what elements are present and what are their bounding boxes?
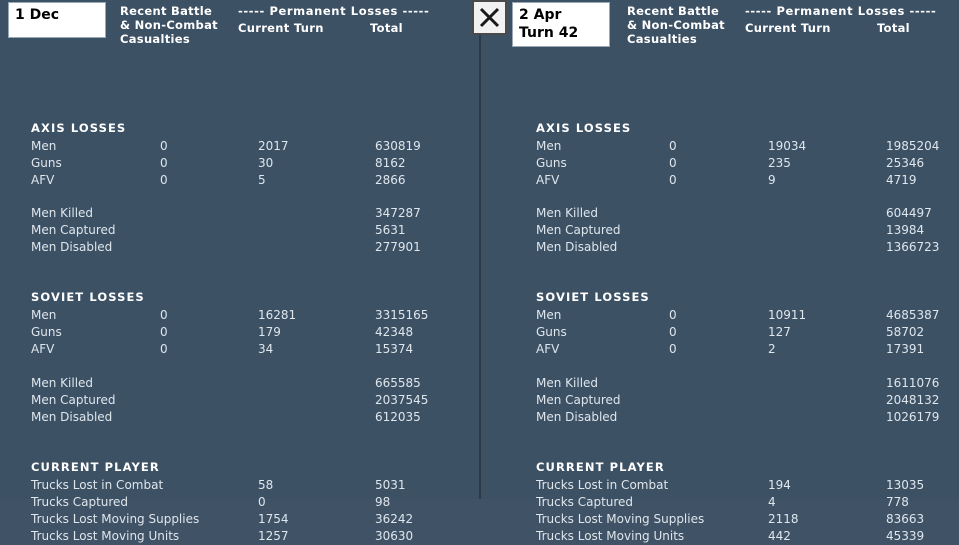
total-value: 8162 (375, 156, 406, 170)
recent-header-line1: Recent Battle (120, 4, 213, 18)
row-label: Guns (31, 325, 62, 339)
total-value: 58702 (886, 325, 925, 339)
current-turn-value: 194 (768, 478, 791, 492)
recent-header-line1: Recent Battle (627, 4, 720, 18)
total-value: 1026179 (886, 410, 940, 424)
current-turn-value: 16281 (258, 308, 297, 322)
recent-value: 0 (669, 342, 677, 356)
date-box-right[interactable] (512, 2, 610, 47)
total-value: 2037545 (375, 393, 429, 407)
total-value: 13035 (886, 478, 925, 492)
section-title-axis: AXIS LOSSES (31, 121, 127, 135)
current-turn-value: 58 (258, 478, 274, 492)
section-title-soviet: SOVIET LOSSES (31, 290, 145, 304)
table-row (481, 494, 959, 511)
total-value: 30630 (375, 529, 414, 543)
current-turn-value: 34 (258, 342, 274, 356)
table-row (481, 205, 959, 222)
row-label: Men (31, 308, 57, 322)
recent-value: 0 (160, 173, 168, 187)
table-row (481, 239, 959, 256)
current-turn-value: 179 (258, 325, 281, 339)
row-label: Men Disabled (31, 410, 113, 424)
row-label: Trucks Lost Moving Units (31, 529, 180, 543)
close-button[interactable] (472, 0, 507, 35)
row-label: Men Disabled (536, 410, 618, 424)
total-value: 277901 (375, 240, 421, 254)
row-label: Guns (536, 156, 567, 170)
table-row (0, 205, 479, 222)
row-label: AFV (31, 173, 55, 187)
recent-value: 0 (669, 156, 677, 170)
current-turn-header: Current Turn (745, 21, 831, 35)
recent-value: 0 (160, 139, 168, 153)
row-label: AFV (536, 342, 560, 356)
recent-value: 0 (160, 308, 168, 322)
total-value: 42348 (375, 325, 414, 339)
table-row (481, 477, 959, 494)
table-row (481, 155, 959, 172)
row-label: Men Captured (31, 223, 116, 237)
current-turn-value: 9 (768, 173, 776, 187)
date-line1: 2 Apr (519, 7, 562, 23)
row-label: Men Disabled (31, 240, 113, 254)
total-value: 98 (375, 495, 391, 509)
row-label: Men Killed (536, 376, 599, 390)
table-row (0, 409, 479, 426)
recent-value: 0 (669, 325, 677, 339)
section-title-soviet: SOVIET LOSSES (536, 290, 650, 304)
row-label: Men (536, 139, 562, 153)
total-value: 4685387 (886, 308, 940, 322)
table-row (481, 409, 959, 426)
recent-value: 0 (160, 325, 168, 339)
row-label: Men (536, 308, 562, 322)
current-turn-value: 442 (768, 529, 791, 543)
row-label: Men Captured (536, 393, 621, 407)
row-label: Men Disabled (536, 240, 618, 254)
current-turn-value: 1257 (258, 529, 289, 543)
table-row (0, 239, 479, 256)
table-row (481, 341, 959, 358)
row-label: Men Captured (31, 393, 116, 407)
total-value: 25346 (886, 156, 925, 170)
recent-casualties-header (120, 4, 240, 46)
table-row (0, 392, 479, 409)
date-box-left[interactable] (8, 2, 106, 38)
total-value: 630819 (375, 139, 421, 153)
table-row (0, 341, 479, 358)
row-label: Trucks Lost Moving Supplies (536, 512, 705, 526)
row-label: Trucks Lost in Combat (31, 478, 164, 492)
close-icon (474, 2, 505, 33)
table-row (481, 392, 959, 409)
current-turn-value: 1754 (258, 512, 289, 526)
total-value: 3315165 (375, 308, 429, 322)
current-turn-value: 4 (768, 495, 776, 509)
table-row (0, 511, 479, 528)
recent-value: 0 (669, 139, 677, 153)
recent-casualties-header (627, 4, 747, 46)
recent-value: 0 (669, 173, 677, 187)
total-value: 5631 (375, 223, 406, 237)
recent-header-line3: Casualties (627, 32, 698, 46)
current-turn-value: 19034 (768, 139, 807, 153)
total-value: 15374 (375, 342, 414, 356)
current-turn-value: 2118 (768, 512, 799, 526)
row-label: Men Killed (31, 376, 94, 390)
row-label: Trucks Captured (536, 495, 634, 509)
row-label: AFV (536, 173, 560, 187)
recent-value: 0 (160, 156, 168, 170)
table-row (481, 222, 959, 239)
table-row (481, 172, 959, 189)
table-row (0, 307, 479, 324)
current-turn-value: 127 (768, 325, 791, 339)
total-value: 612035 (375, 410, 421, 424)
section-title-current-player: CURRENT PLAYER (31, 460, 160, 474)
current-turn-value: 30 (258, 156, 274, 170)
row-label: Trucks Lost Moving Supplies (31, 512, 200, 526)
recent-header-line3: Casualties (120, 32, 191, 46)
total-value: 45339 (886, 529, 925, 543)
permanent-losses-header: ----- Permanent Losses ----- (745, 4, 937, 18)
total-value: 778 (886, 495, 909, 509)
section-title-current-player: CURRENT PLAYER (536, 460, 665, 474)
row-label: Men Killed (536, 206, 599, 220)
current-turn-value: 0 (258, 495, 266, 509)
row-label: Trucks Captured (31, 495, 129, 509)
current-turn-value: 2 (768, 342, 776, 356)
total-value: 1611076 (886, 376, 940, 390)
table-row (0, 172, 479, 189)
total-value: 36242 (375, 512, 414, 526)
section-title-axis: AXIS LOSSES (536, 121, 632, 135)
table-row (481, 307, 959, 324)
date-line1: 1 Dec (15, 7, 60, 23)
total-value: 83663 (886, 512, 925, 526)
row-label: Men (31, 139, 57, 153)
recent-header-line2: & Non-Combat (120, 18, 218, 32)
row-label: Trucks Lost Moving Units (536, 529, 685, 543)
losses-panel-left (0, 0, 479, 543)
total-value: 13984 (886, 223, 925, 237)
total-header: Total (877, 21, 910, 35)
panel-header-left (0, 0, 479, 56)
table-row (481, 324, 959, 341)
row-label: Men Captured (536, 223, 621, 237)
total-value: 665585 (375, 376, 421, 390)
table-row (481, 375, 959, 392)
table-row (0, 155, 479, 172)
table-row (481, 528, 959, 545)
total-value: 1366723 (886, 240, 940, 254)
row-label: Trucks Lost in Combat (536, 478, 669, 492)
table-row (0, 494, 479, 511)
current-turn-value: 2017 (258, 139, 289, 153)
row-label: Men Killed (31, 206, 94, 220)
current-turn-header: Current Turn (238, 21, 324, 35)
recent-value: 0 (669, 308, 677, 322)
table-row (481, 511, 959, 528)
losses-panel-right (479, 0, 959, 543)
total-value: 4719 (886, 173, 917, 187)
table-row (481, 138, 959, 155)
table-row (0, 138, 479, 155)
total-value: 1985204 (886, 139, 940, 153)
table-row (0, 222, 479, 239)
table-row (0, 324, 479, 341)
current-turn-value: 10911 (768, 308, 807, 322)
total-value: 17391 (886, 342, 925, 356)
table-row (0, 528, 479, 545)
permanent-losses-header: ----- Permanent Losses ----- (238, 4, 430, 18)
total-header: Total (370, 21, 403, 35)
current-turn-value: 5 (258, 173, 266, 187)
recent-header-line2: & Non-Combat (627, 18, 725, 32)
total-value: 604497 (886, 206, 932, 220)
row-label: Guns (536, 325, 567, 339)
date-line2: Turn 42 (519, 25, 579, 41)
recent-value: 0 (160, 342, 168, 356)
table-row (0, 375, 479, 392)
panel-header-right (481, 0, 959, 56)
total-value: 5031 (375, 478, 406, 492)
total-value: 347287 (375, 206, 421, 220)
total-value: 2866 (375, 173, 406, 187)
row-label: AFV (31, 342, 55, 356)
current-turn-value: 235 (768, 156, 791, 170)
total-value: 2048132 (886, 393, 940, 407)
table-row (0, 477, 479, 494)
row-label: Guns (31, 156, 62, 170)
